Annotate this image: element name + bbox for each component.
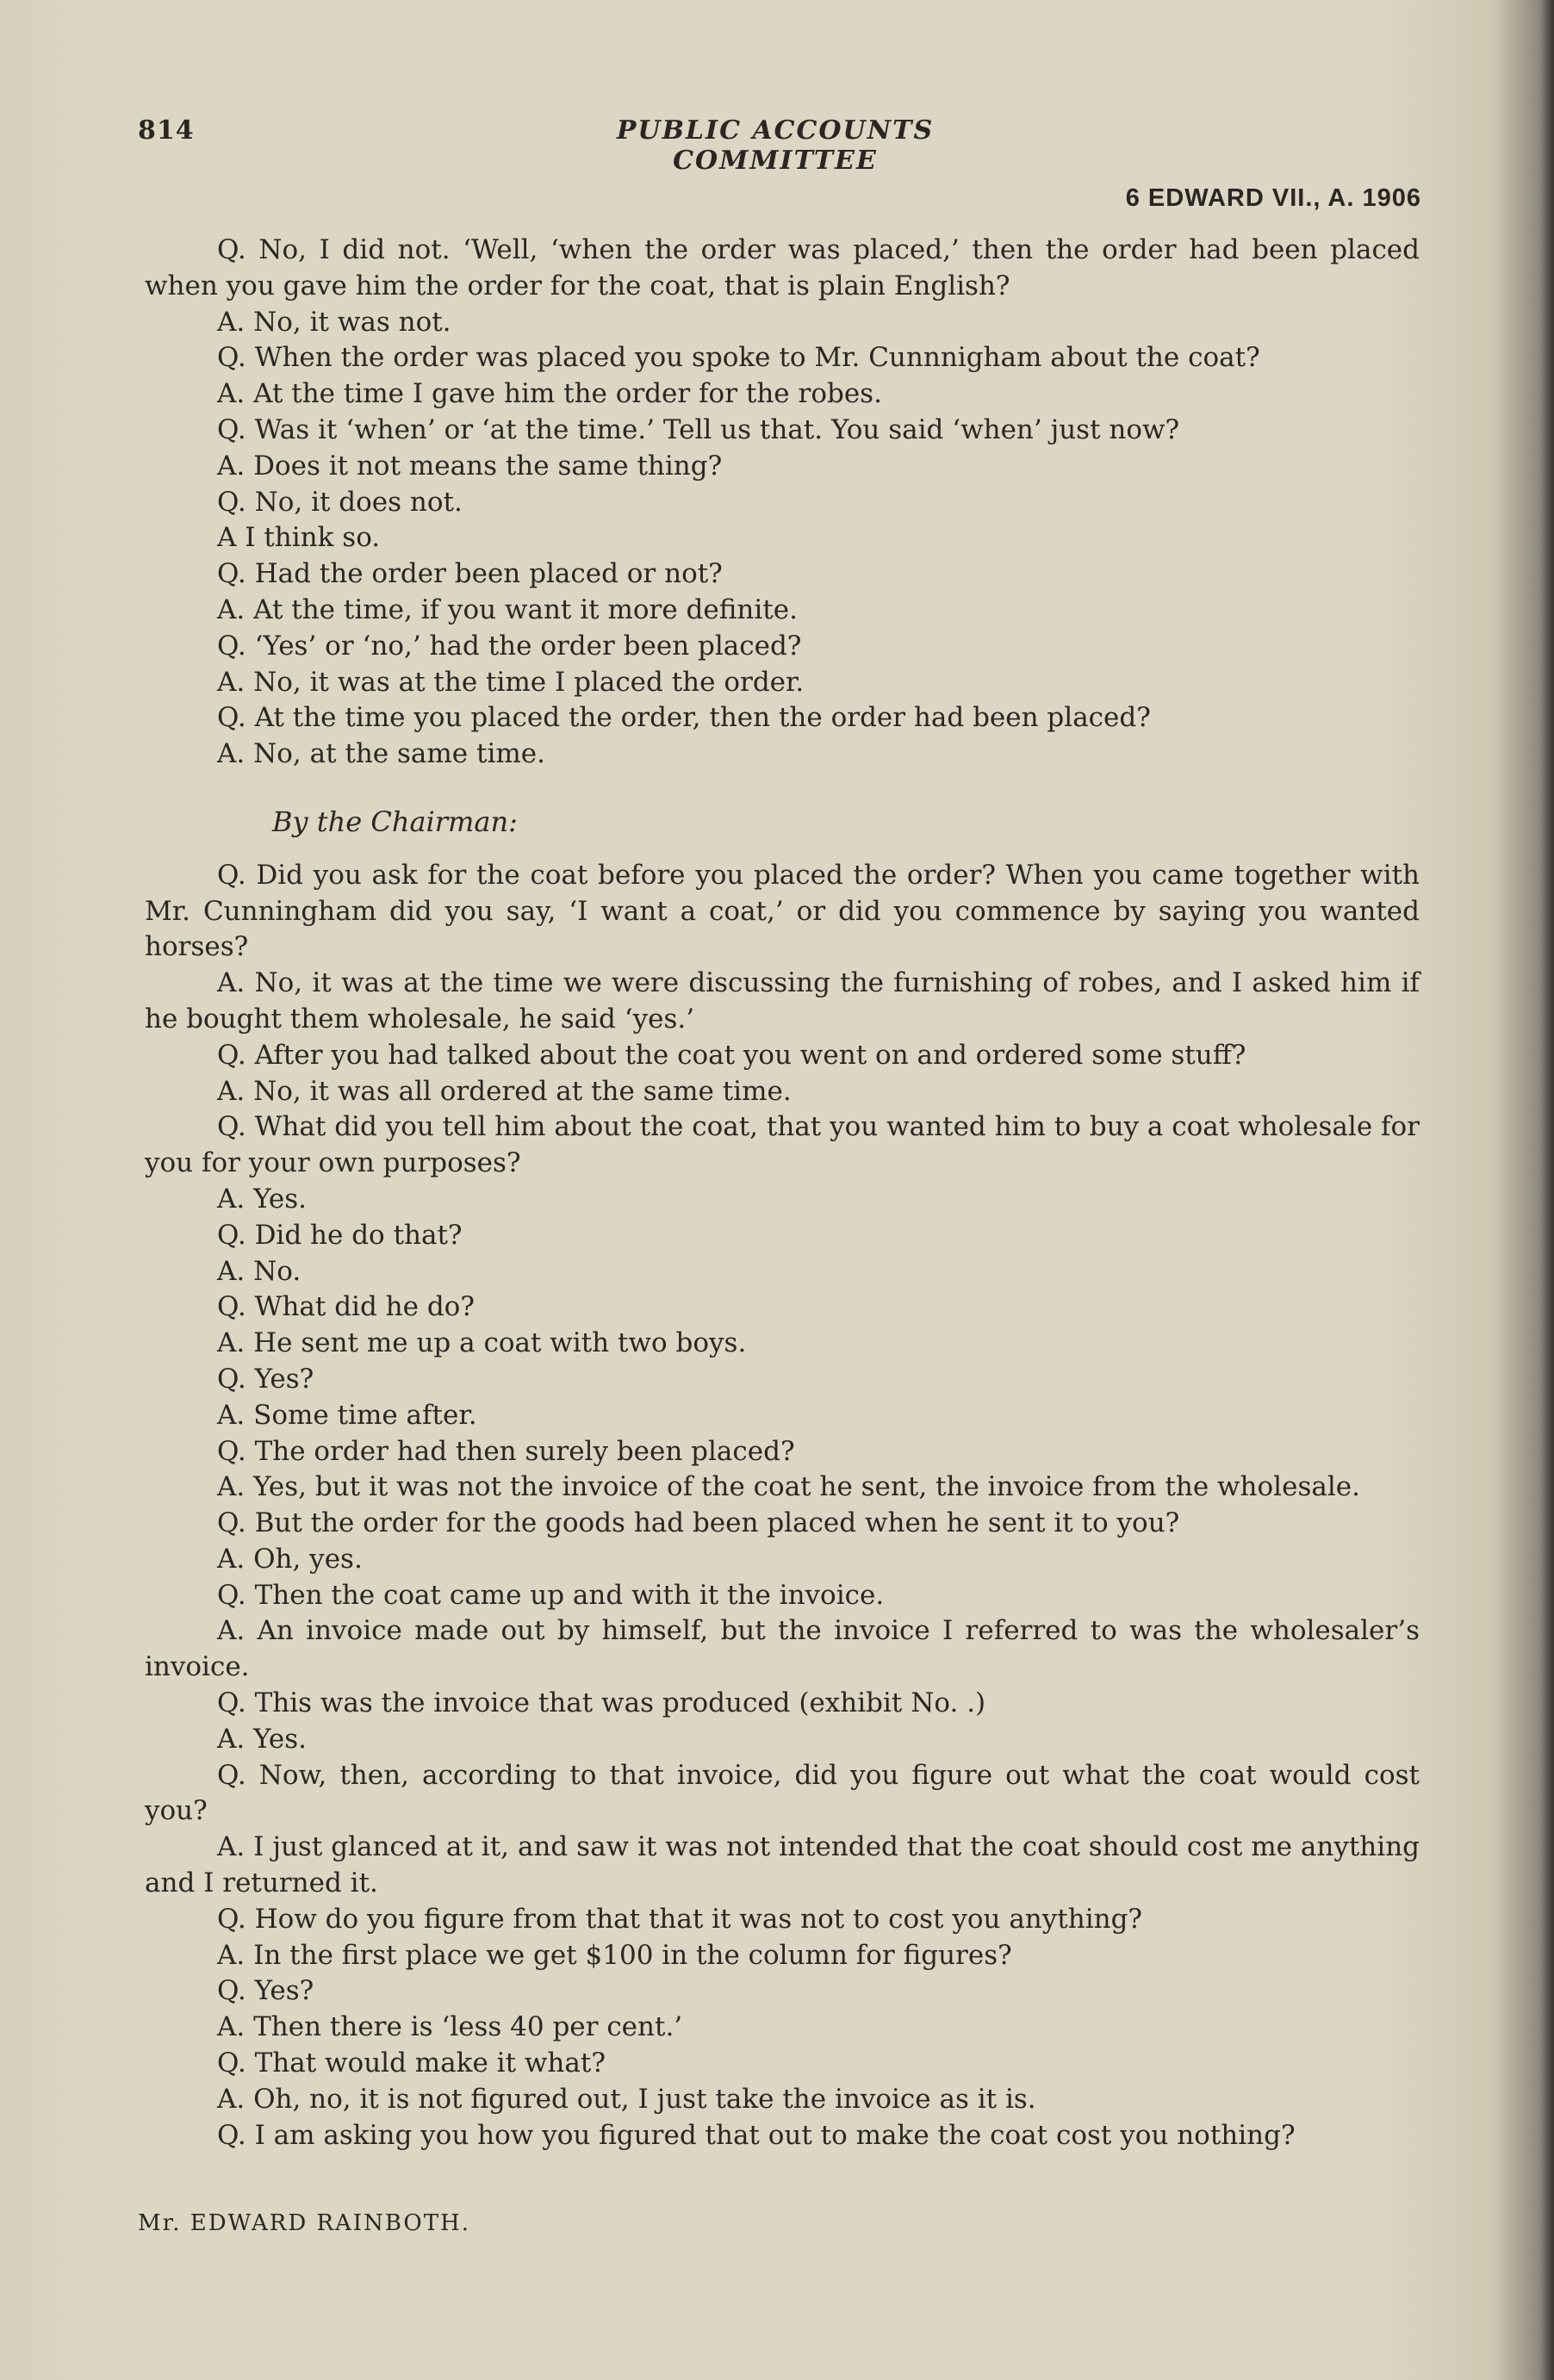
transcript-line: Q. No, I did not. ‘Well, ‘when the order was placed,’ then the order had been placed when you gave him the order for the coat, that is plain English?: [145, 234, 1420, 301]
transcript-line: Q. ‘Yes’ or ‘no,’ had the order been placed?: [217, 630, 802, 662]
transcript-line: A. Yes.: [217, 1183, 307, 1215]
transcript-body: [145, 233, 1420, 2153]
transcript-line: A. No.: [217, 1255, 301, 1287]
transcript-line: A. Oh, no, it is not figured out, I just take the invoice as it is.: [217, 2083, 1036, 2115]
transcript-line: A. No, it was at the time I placed the order.: [217, 666, 805, 698]
transcript-line: Q. What did you tell him about the coat, that you wanted him to buy a coat wholesale for you for your own purposes?: [145, 1111, 1420, 1179]
transcript-line: A. Some time after.: [217, 1399, 477, 1431]
transcript-line: Q. What did he do?: [217, 1291, 475, 1323]
transcript-line: Q. Then the coat came up and with it the invoice.: [217, 1579, 885, 1611]
transcript-line: Q. At the time you placed the order, then the order had been placed?: [217, 702, 1151, 734]
transcript-line: Q. Now, then, according to that invoice, did you figure out what the coat would cost you?: [145, 1759, 1420, 1827]
transcript-line: Q. Was it ‘when’ or ‘at the time.’ Tell us that. You said ‘when’ just now?: [217, 413, 1180, 445]
transcript-line: A. Does it not means the same thing?: [217, 450, 723, 482]
running-title: PUBLIC ACCOUNTS COMMITTEE: [616, 115, 935, 176]
section-heading: By the Chairman:: [272, 805, 518, 838]
transcript-line: Q. Yes?: [217, 1975, 314, 2007]
transcript-line: A. Yes.: [217, 1723, 307, 1755]
transcript-line: A. Yes, but it was not the invoice of the coat he sent, the invoice from the wholesale.: [217, 1471, 1360, 1503]
transcript-line: A I think so.: [217, 522, 381, 554]
transcript-line: Q. When the order was placed you spoke to Mr. Cunnnigham about the coat?: [217, 342, 1260, 374]
transcript-line: Q. Yes?: [217, 1363, 314, 1395]
transcript-line: Q. After you had talked about the coat you went on and ordered some stuff?: [217, 1039, 1246, 1071]
transcript-line: A. No, it was not.: [217, 306, 451, 338]
witness-name: Mr. EDWARD RAINBOTH.: [138, 2210, 470, 2236]
transcript-line: A. Oh, yes.: [217, 1543, 363, 1575]
transcript-line: Q. That would make it what?: [217, 2048, 606, 2079]
transcript-line: Q. Did you ask for the coat before you placed the order? When you came together with Mr. Cunningham did you say, ‘I want a coat,’ or did you commence by saying you wanted horses?: [145, 859, 1420, 963]
page-header: [138, 115, 1421, 212]
transcript-line: Q. This was the invoice that was produced (exhibit No. .): [217, 1687, 986, 1719]
transcript-line: A. In the first place we get $100 in the column for figures?: [217, 1939, 1012, 1971]
transcript-line: A. Then there is ‘less 40 per cent.’: [217, 2011, 683, 2043]
page-number: 814: [138, 115, 195, 146]
transcript-line: Q. Had the order been placed or not?: [217, 558, 723, 590]
transcript-line: A. No, it was at the time we were discussing the furnishing of robes, and I asked him if he bought them wholesale, he said ‘yes.’: [145, 967, 1420, 1035]
transcript-line: A. At the time, if you want it more definite.: [217, 593, 798, 625]
page-edge-shadow: [1542, 0, 1554, 2380]
transcript-line: Q. I am asking you how you figured that out to make the coat cost you nothing?: [217, 2119, 1296, 2151]
transcript-line: A. No, at the same time.: [217, 738, 545, 770]
transcript-line: Q. Did he do that?: [217, 1219, 463, 1251]
transcript-line: Q. No, it does not.: [217, 486, 463, 518]
transcript-line: A. He sent me up a coat with two boys.: [217, 1327, 747, 1359]
transcript-line: Q. But the order for the goods had been placed when he sent it to you?: [217, 1507, 1180, 1539]
transcript-line: A. An invoice made out by himself, but the invoice I referred to was the wholesaler’s invoice.: [145, 1615, 1420, 1683]
transcript-line: Q. How do you figure from that that it was not to cost you anything?: [217, 1903, 1143, 1935]
transcript-line: A. At the time I gave him the order for the robes.: [217, 378, 882, 410]
edition-label: 6 EDWARD VII., A. 1906: [1125, 184, 1421, 212]
transcript-line: A. I just glanced at it, and saw it was not intended that the coat should cost me anything and I returned it.: [145, 1831, 1420, 1899]
transcript-line: Q. The order had then surely been placed?: [217, 1435, 795, 1467]
transcript-line: A. No, it was all ordered at the same time.: [217, 1075, 792, 1107]
